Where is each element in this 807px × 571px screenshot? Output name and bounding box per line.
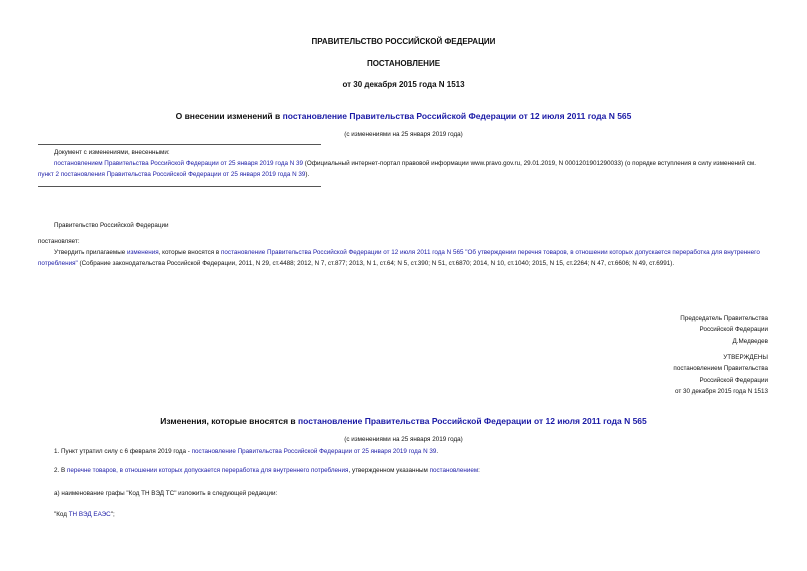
item-a: а) наименование графы "Код ТН ВЭД ТС" изложить в следующей редакции: xyxy=(54,490,278,497)
top-divider xyxy=(38,144,321,145)
code-line xyxy=(54,509,115,520)
p-text4: (Собрание законодательства Российской Федерации, 2011, N 29, ст.4488; 2012, N 7, ст.877; 2013, N 1, ст.64; N 5, ст.390; N 51, ст.6870; 2014, N 10, ст.1040; 2015, N 15, ст.2264; N 47, ст.6606; N 49, ст.6991). xyxy=(77,260,675,267)
item2-text1: 2. В xyxy=(54,467,67,474)
changes-link[interactable]: изменения xyxy=(127,249,159,256)
item2-end: : xyxy=(478,467,480,474)
changes-heading-prefix: Изменения, которые вносятся в xyxy=(160,416,298,426)
goods-list-link[interactable]: перечне товаров, в отношении которых допускается переработка для внутреннего потребления xyxy=(66,467,349,474)
government-line: Правительство Российской Федерации xyxy=(54,222,169,229)
changes-box-text xyxy=(38,158,766,180)
doc-type-heading: ПОСТАНОВЛЕНИЕ xyxy=(366,59,441,68)
decree-title-link[interactable]: "Об утверждении перечня товаров, в отношении которых допускается переработка для внутреннего потребления" xyxy=(38,249,760,267)
changes-note: (с изменениями на 25 января 2019 года) xyxy=(344,131,463,138)
title-prefix: О внесении изменений в xyxy=(175,111,283,121)
p-text1: Утвердить прилагаемые xyxy=(54,249,127,256)
approved-line2: постановлением Правительства xyxy=(673,365,768,373)
item1-text: 1. Пункт утратил силу с 6 февраля 2019 года - xyxy=(54,448,192,455)
item1-link[interactable]: постановление Правительства Российской Федерации от 25 января 2019 года N 39 xyxy=(191,448,437,455)
title-link[interactable]: постановление Правительства Российской Федерации от 12 июля 2011 года N 565 xyxy=(282,111,632,121)
changes-heading xyxy=(0,416,807,426)
amending-decree-link[interactable]: постановлением Правительства Российской Федерации от 25 января 2019 года N 39 xyxy=(54,160,304,167)
p-text2: , которые вносятся в xyxy=(158,249,222,256)
approved-line3: Российской Федерации xyxy=(699,376,768,384)
decree-link[interactable]: постановлением xyxy=(429,467,479,474)
item2-text2: , утвержденном указанным xyxy=(348,467,430,474)
item-1 xyxy=(54,446,438,457)
changes-box-text1: (Официальный интернет-портал правовой информации www.pravo.gov.ru, 29.01.2019, N 0001201901290033) (о порядке вступления в силу изменений см. xyxy=(303,160,756,167)
signature-line3: Д.Медведев xyxy=(732,337,768,345)
approved-line1: УТВЕРЖДЕНЫ xyxy=(723,354,768,361)
entry-into-force-link[interactable]: пункт 2 постановления Правительства Российской Федерации от 25 января 2019 года N 39 xyxy=(38,171,306,178)
signature-block xyxy=(680,313,768,347)
document-title xyxy=(0,111,807,121)
signature-line2: Российской Федерации xyxy=(699,326,768,334)
changes-section-note: (с изменениями на 25 января 2019 года) xyxy=(344,436,463,443)
approved-block xyxy=(673,352,768,397)
approved-line4: от 30 декабря 2015 года N 1513 xyxy=(674,387,768,395)
tn-ved-link[interactable]: ТН ВЭД ЕАЭС xyxy=(68,511,111,518)
item-2 xyxy=(54,465,480,476)
code-quote-close: "; xyxy=(110,511,115,518)
changes-box-text2: ). xyxy=(305,171,310,178)
changes-box-line1: Документ с изменениями, внесенными: xyxy=(54,149,170,156)
code-quote-open: "Код xyxy=(54,511,69,518)
changes-heading-link[interactable]: постановление Правительства Российской Федерации от 12 июля 2011 года N 565 xyxy=(298,416,647,426)
decrees-word: постановляет: xyxy=(38,238,80,245)
signature-line1: Председатель Правительства xyxy=(680,315,768,322)
decree-565-link[interactable]: постановление Правительства Российской Федерации от 12 июля 2011 года N 565 xyxy=(221,249,464,256)
bottom-divider xyxy=(38,186,321,187)
government-heading: ПРАВИТЕЛЬСТВО РОССИЙСКОЙ ФЕДЕРАЦИИ xyxy=(311,37,496,46)
date-number: от 30 декабря 2015 года N 1513 xyxy=(342,80,465,89)
main-paragraph xyxy=(38,247,766,269)
item1-end: . xyxy=(436,448,439,455)
